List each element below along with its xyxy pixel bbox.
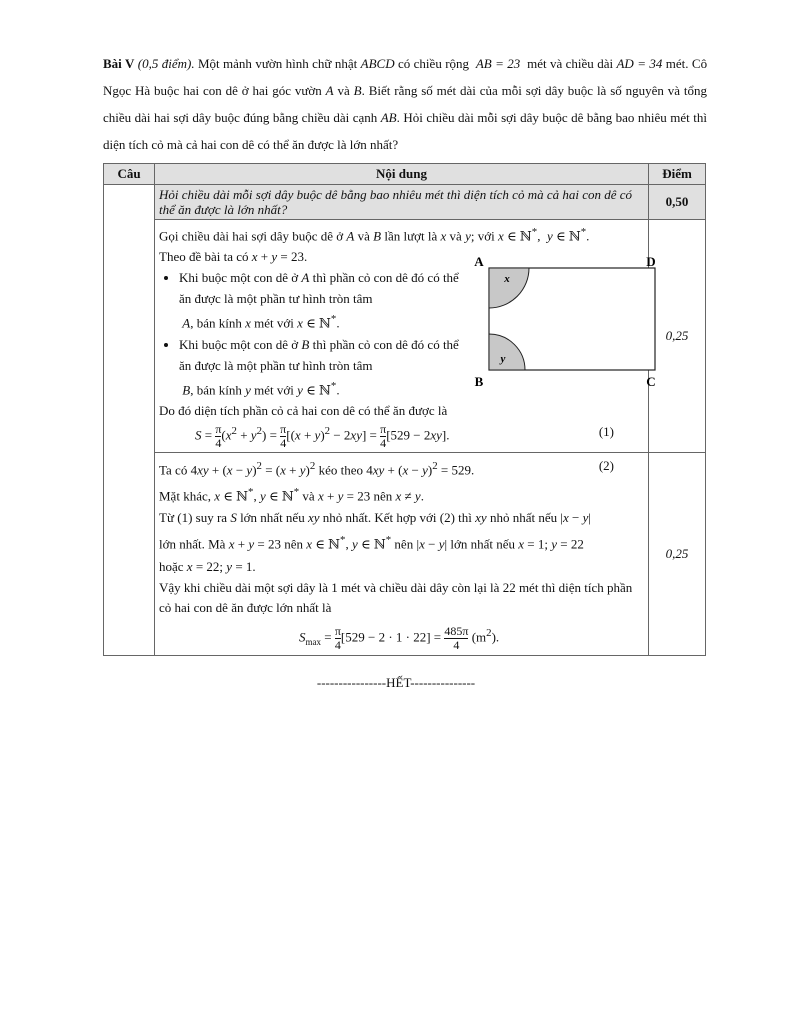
text: lần lượt là (384, 228, 438, 244)
part2-line5: hoặc x = 22; y = 1. (159, 558, 256, 574)
formula-1: S = $\frac{\pi}{4}$ $(x^2 + y^2)$ = $\frac{\pi}{4}$ $[(x + y)^2 - 2xy]$ = $\frac{\pi}{4}$ [529 − 2xy]. (1) (195, 421, 614, 450)
text: mét với (254, 381, 294, 397)
text: , bán kính (190, 315, 242, 331)
problem-statement (103, 50, 707, 158)
part2-line1: Ta có $4xy + (x - y)^2 = (x + y)^2$ kéo theo $4xy + (x - y)^2 = 529$. (2) (159, 455, 644, 481)
question-row (104, 185, 706, 220)
problem-text: mét và chiều dài (527, 56, 614, 71)
text: kéo theo (318, 462, 363, 478)
text: thì phần cỏ con dê đó có thể ăn được là một phần tư hình tròn tâm (179, 270, 459, 307)
label-x: x (504, 273, 510, 285)
bullet-b: • Khi buộc một con dê ở B thì phần cỏ con dê đó có thể ăn được là một phần tư hình tròn tâm B, bán kính y mét với y ∈ ℕ*. (179, 334, 459, 400)
eq-number-2: (2) (598, 457, 614, 473)
text: và (357, 228, 370, 244)
math-a: A (325, 83, 334, 98)
part2-row (104, 452, 706, 655)
problem-text: . Biết rằng số mét dài của mỗi sợi dây buộc là số nguyên và tổng chiều dài hai sợi dây buộc đúng bằng chiều dài cạnh (103, 83, 708, 125)
part1-points: 0,25 (649, 220, 706, 453)
text: Theo đề bài ta có (159, 249, 249, 265)
label-d: D (646, 254, 656, 269)
text: nhỏ nhất. Kết hợp với (2) thì (322, 510, 472, 526)
header-diem: Điểm (649, 164, 706, 185)
text: lớn nhất nếu (240, 510, 305, 526)
part2-line4: lớn nhất. Mà x + y = 23 nên x ∈ ℕ*, y ∈ ℕ* nên |x − y| lớn nhất nếu x = 1; y = 22 (159, 534, 584, 552)
problem-text: có chiều rộng (398, 56, 470, 71)
part1-content (155, 220, 656, 453)
part2-line2: Mặt khác, x ∈ ℕ*, y ∈ ℕ* và x + y = 23 nên x ≠ y. (159, 486, 424, 504)
problem-text: mét. Cô Ngọc Hà buộc hai con dê ở hai góc vườn (103, 56, 708, 98)
garden-figure (467, 246, 667, 386)
text: , bán kính (190, 381, 242, 397)
part2-content (155, 452, 649, 655)
text: nên (373, 488, 393, 504)
label-b: B (474, 374, 484, 386)
part2-points: 0,25 (649, 452, 706, 655)
label-a: A (474, 254, 484, 269)
text: Gọi chiều dài hai sợi dây buộc dê ở (159, 228, 344, 244)
eq-number-1: (1) (598, 423, 614, 439)
text: Khi buộc một con dê ở (179, 336, 299, 352)
text: Từ (1) suy ra (159, 510, 228, 526)
problem-text: Một mảnh vườn hình chữ nhật (197, 56, 358, 71)
table-header-row (104, 164, 706, 185)
text: nhỏ nhất nếu (489, 510, 558, 526)
text: và (449, 228, 462, 244)
text: mét với (254, 315, 294, 331)
problem-label: Bài V (103, 56, 135, 71)
math-ad: AD = 34 (616, 56, 663, 71)
label-y: y (500, 353, 506, 365)
label-c: C (646, 374, 656, 386)
text: hoặc (159, 558, 184, 574)
part2-line3: Từ (1) suy ra S lớn nhất nếu xy nhỏ nhất. Kết hợp với (2) thì xy nhỏ nhất nếu |x − y| (159, 510, 591, 526)
header-cau: Câu (104, 164, 155, 185)
text: Ta có (159, 462, 188, 478)
text: lớn nhất nếu (450, 536, 515, 552)
text: và (302, 488, 315, 504)
part2-line6: Vậy khi chiều dài một sợi dây là 1 mét và chiều dài dây còn lại là 22 mét thì diện tích phần cỏ hai con dê ăn được lớn nhất là (159, 579, 633, 615)
solution-table (103, 163, 706, 656)
problem-score: (0,5 điểm). (137, 56, 195, 71)
problem-text: và (337, 83, 350, 98)
question-text: Hỏi chiều dài mỗi sợi dây buộc dê bằng bao nhiêu mét thì diện tích cỏ mà cả hai con dê có thể ăn được là lớn nhất? (155, 185, 649, 220)
part1-conclude (159, 400, 644, 421)
math-ab: AB = 23 (475, 56, 521, 71)
part1-line1: Gọi chiều dài hai sợi dây buộc dê ở A và B lần lượt là x và y; với x ∈ ℕ*, y ∈ ℕ*. (159, 226, 590, 244)
math-b: B (353, 83, 362, 98)
text: Do đó diện tích phần cỏ cả hai con dê có thể ăn được là (159, 402, 448, 418)
header-noi-dung: Nội dung (155, 164, 649, 185)
text: nên (284, 536, 303, 552)
part1-row (104, 220, 706, 453)
part1-line2: Theo đề bài ta có x + y = 23. (159, 249, 308, 265)
math-abcd: ABCD (360, 56, 395, 71)
cau-cell (104, 185, 155, 656)
end-marker: ----------------HẾT--------------- (316, 675, 476, 690)
text: thì phần cỏ con dê đó có thể ăn được là một phần tư hình tròn tâm (179, 336, 459, 373)
math-ab2: AB (380, 110, 397, 125)
text: Mặt khác, (159, 488, 211, 504)
bullet-a: • Khi buộc một con dê ở A thì phần cỏ con dê đó có thể ăn được là một phần tư hình tròn tâm A, bán kính x mét với x ∈ ℕ*. (179, 267, 459, 333)
text: ; với (470, 228, 495, 244)
problem-text: . Hỏi chiều dài mỗi sợi dây buộc dê bằng bao nhiêu mét thì diện tích cỏ mà cả hai con dê có thể ăn được là lớn nhất? (103, 110, 707, 152)
formula-max: $S_{max}$ = $\frac{\pi}{4}$ [529 − 2 · 1 · 22] = $\frac{485\pi}{4}$ $(m^2)$. (299, 623, 500, 652)
text: nên (394, 536, 414, 552)
text: lớn nhất. Mà (159, 536, 226, 552)
text: Khi buộc một con dê ở (179, 270, 299, 286)
question-points: 0,50 (649, 185, 706, 220)
